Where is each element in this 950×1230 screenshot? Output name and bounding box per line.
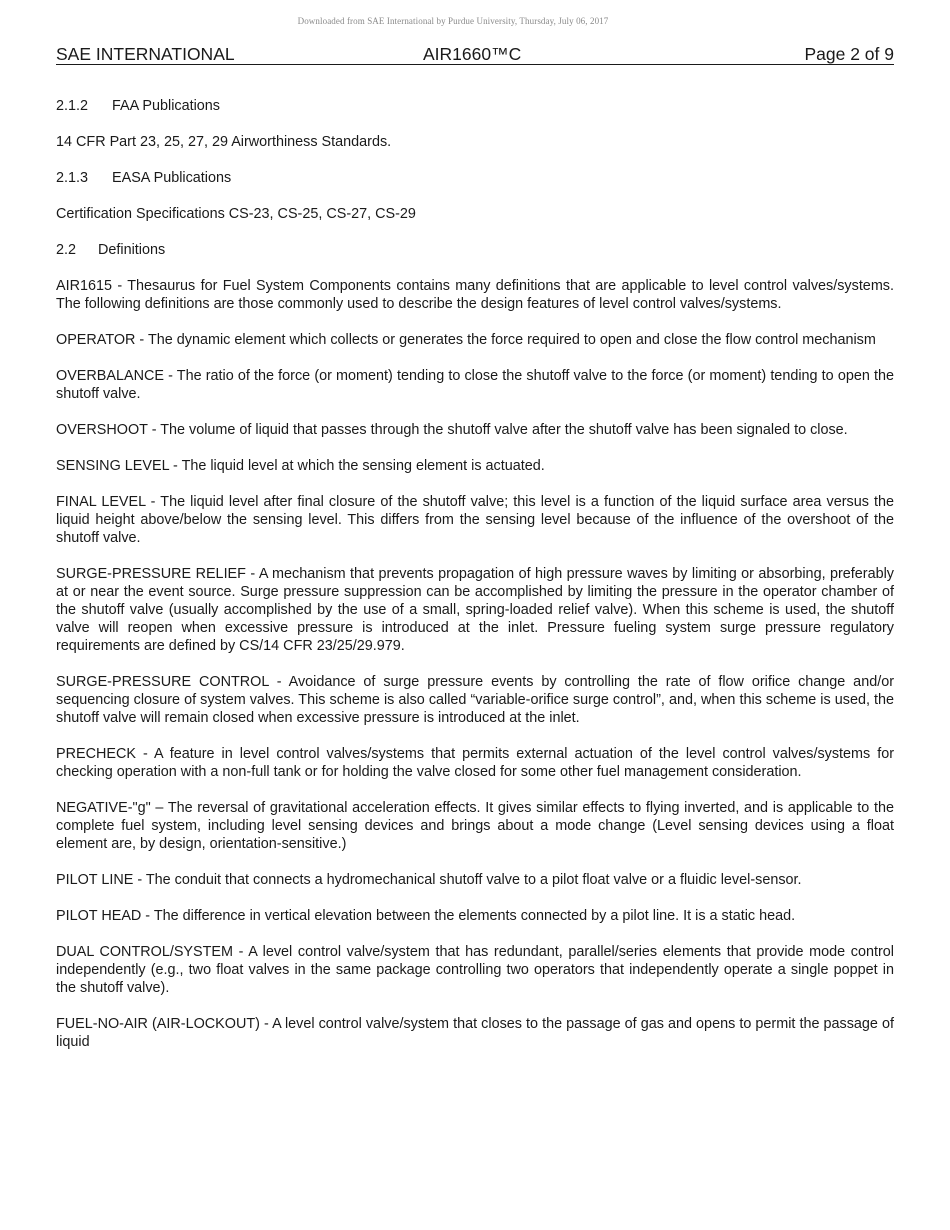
page-header xyxy=(56,44,894,65)
definitions-intro-paragraph: AIR1615 - Thesaurus for Fuel System Components contains many definitions that are applicable to level control valves/systems. The following definitions are those commonly used to describe the design features of level control valves/systems. xyxy=(56,278,894,312)
section-heading-2-1-3 xyxy=(56,169,894,187)
definition-pilot-line: PILOT LINE - The conduit that connects a hydromechanical shutoff valve to a pilot float valve or a fluidic level-sensor. xyxy=(56,872,802,888)
section-title: EASA Publications xyxy=(112,170,232,186)
definition-overshoot: OVERSHOOT - The volume of liquid that passes through the shutoff valve after the shutoff valve has been signaled to close. xyxy=(56,422,848,438)
definition-operator: OPERATOR - The dynamic element which collects or generates the force required to open and close the flow control mechanism xyxy=(56,332,876,348)
download-watermark: Downloaded from SAE International by Purdue University, Thursday, July 06, 2017 xyxy=(297,16,609,26)
definition-pilot-head: PILOT HEAD - The difference in vertical elevation between the elements connected by a pilot line. It is a static head. xyxy=(56,908,796,924)
section-number: 2.1.2 xyxy=(56,98,89,114)
faa-publications-text: 14 CFR Part 23, 25, 27, 29 Airworthiness Standards. xyxy=(56,134,392,150)
section-title: Definitions xyxy=(98,242,166,258)
section-heading-2-2 xyxy=(56,241,894,259)
header-document-id: AIR1660™C xyxy=(423,44,522,64)
definition-precheck: PRECHECK - A feature in level control valves/systems that permits external actuation of the level control valves/systems for checking operation with a non-full tank or for holding the valve closed for some other fuel management consideration. xyxy=(56,746,894,780)
section-number: 2.2 xyxy=(56,242,77,258)
document-body xyxy=(56,97,894,1069)
definition-final-level: FINAL LEVEL - The liquid level after final closure of the shutoff valve; this level is a function of the liquid surface area versus the liquid height above/below the sensing level. This differs from the sensing level because of the influence of the overshoot of the shutoff valve. xyxy=(56,494,894,546)
definition-overbalance: OVERBALANCE - The ratio of the force (or moment) tending to close the shutoff valve to the force (or moment) tending to open the shutoff valve. xyxy=(56,368,894,402)
definition-negative-g: NEGATIVE-"g" – The reversal of gravitational acceleration effects. It gives similar effects to flying inverted, and is applicable to the complete fuel system, including level sensing devices and brings about a mode change (Level sensing devices using a float element are, by design, orientation-sensitive.) xyxy=(56,800,894,852)
header-organization: SAE INTERNATIONAL xyxy=(56,44,235,64)
definition-surge-pressure-control: SURGE-PRESSURE CONTROL - Avoidance of surge pressure events by controlling the rate of flow orifice change and/or sequencing closure of system valves. This scheme is also called “variable-orifice surge control”, and, when this scheme is used, the shutoff valve will remain closed when excessive pressure is introduced at the inlet. xyxy=(56,674,894,726)
header-page-number: Page 2 of 9 xyxy=(804,44,894,64)
easa-publications-text: Certification Specifications CS-23, CS-25, CS-27, CS-29 xyxy=(56,206,416,222)
definition-dual-control-system: DUAL CONTROL/SYSTEM - A level control valve/system that has redundant, parallel/series elements that provide mode control independently (e.g., two float valves in the same package controlling two operators that independently operate a single poppet in the shutoff valve). xyxy=(56,944,894,996)
section-heading-2-1-2 xyxy=(56,97,894,115)
section-number: 2.1.3 xyxy=(56,170,89,186)
section-title: FAA Publications xyxy=(112,98,220,114)
definition-surge-pressure-relief: SURGE-PRESSURE RELIEF - A mechanism that prevents propagation of high pressure waves by limiting or absorbing, preferably at or near the event source. Surge pressure suppression can be accomplished by limiting the pressure in the operator chamber of the shutoff valve (usually accomplished by the use of a small, spring-loaded relief valve). When this scheme is used, the shutoff valve will reopen when excessive pressure is introduced at the inlet. Pressure fueling system surge pressure regulatory requirements are defined by CS/14 CFR 23/25/29.979. xyxy=(56,566,894,654)
definition-sensing-level: SENSING LEVEL - The liquid level at which the sensing element is actuated. xyxy=(56,458,545,474)
definition-fuel-no-air: FUEL-NO-AIR (AIR-LOCKOUT) - A level control valve/system that closes to the passage of gas and opens to permit the passage of liquid xyxy=(56,1016,894,1050)
